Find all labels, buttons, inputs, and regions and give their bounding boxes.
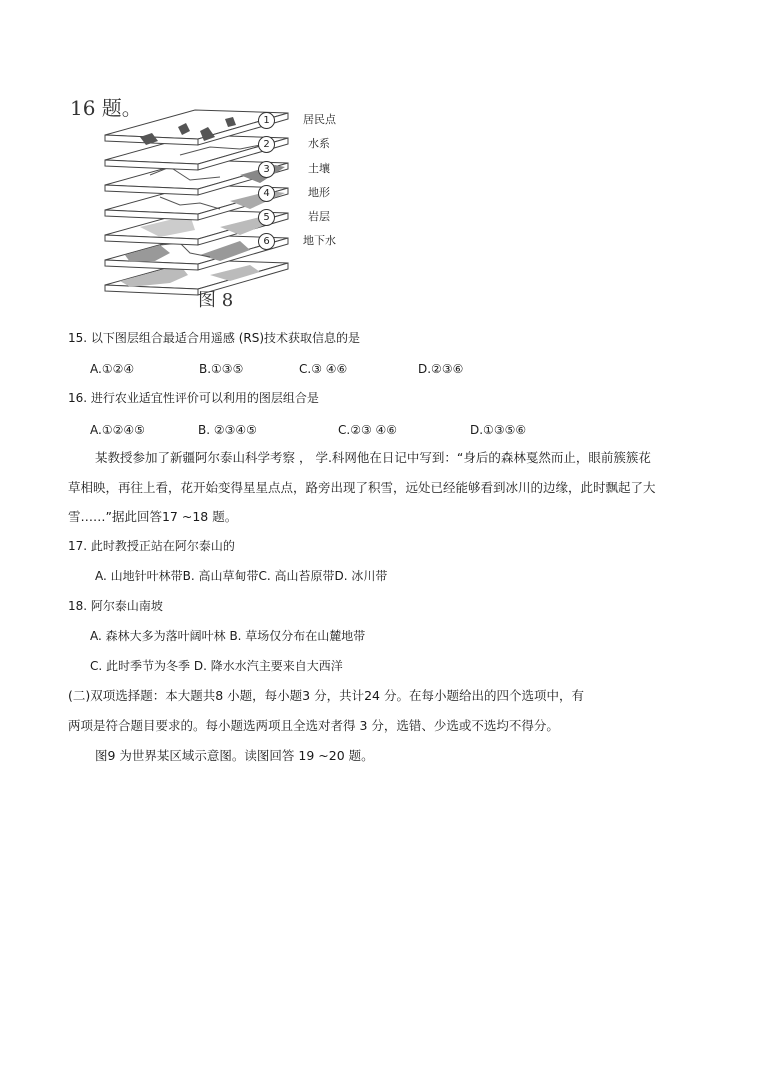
layer-label-settlements: 居民点 bbox=[303, 113, 336, 126]
figure-9-intro: 图9 为世界某区域示意图。读图回答 19 ~20 题。 bbox=[95, 748, 374, 763]
layer-label-terrain: 地形 bbox=[308, 186, 330, 199]
question-18-options-line-2: C. 此时季节为冬季 D. 降水水汽主要来自大西洋 bbox=[90, 659, 343, 673]
question-16-option-d: D.①③⑤⑥ bbox=[470, 423, 527, 437]
question-16-stem: 16. 进行农业适宜性评价可以利用的图层组合是 bbox=[68, 391, 319, 405]
question-16-option-c: C.②③ ④⑥ bbox=[338, 423, 398, 437]
layer-number-6: 6 bbox=[258, 233, 275, 250]
figure-8-caption: 图 8 bbox=[198, 290, 234, 311]
question-17-options: A. 山地针叶林带B. 高山草甸带C. 高山苔原带D. 冰川带 bbox=[95, 569, 388, 583]
layer-label-groundwater: 地下水 bbox=[303, 234, 336, 247]
question-15-option-b: B.①③⑤ bbox=[199, 362, 244, 376]
question-18-stem: 18. 阿尔泰山南坡 bbox=[68, 599, 163, 613]
question-17-stem: 17. 此时教授正站在阿尔泰山的 bbox=[68, 539, 235, 553]
gis-layers-figure bbox=[100, 105, 360, 315]
question-16-option-b: B. ②③④⑤ bbox=[198, 423, 257, 437]
question-15-option-a: A.①②④ bbox=[90, 362, 135, 376]
passage-line-2: 草相映，再往上看，花开始变得星星点点，路旁出现了积雪，远处已经能够看到冰川的边缘，此时飘起了大 bbox=[68, 480, 656, 495]
layer-number-4: 4 bbox=[258, 185, 275, 202]
question-18-options-line-1: A. 森林大多为落叶阔叶林 B. 草场仅分布在山麓地带 bbox=[90, 629, 366, 643]
question-15-option-c: C.③ ④⑥ bbox=[299, 362, 348, 376]
passage-line-1: 某教授参加了新疆阿尔泰山科学考察 ， 学.科网他在日记中写到：“身后的森林戛然而止，眼前簇簇花 bbox=[95, 450, 651, 465]
section-2-instructions-line-2: 两项是符合题目要求的。每小题选两项且全选对者得 3 分，选错、少选或不选均不得分。 bbox=[68, 718, 559, 733]
layer-label-water: 水系 bbox=[308, 137, 330, 150]
passage-line-3: 雪……”据此回答17 ~18 题。 bbox=[68, 509, 238, 524]
question-16-option-a: A.①②④⑤ bbox=[90, 423, 145, 437]
layer-number-1: 1 bbox=[258, 112, 275, 129]
question-15-stem: 15. 以下图层组合最适合用遥感 (RS)技术获取信息的是 bbox=[68, 331, 361, 345]
section-2-instructions-line-1: (二)双项选择题：本大题共8 小题，每小题3 分，共计24 分。在每小题给出的四个选项中，有 bbox=[68, 688, 584, 703]
layer-label-soil: 土壤 bbox=[308, 162, 330, 175]
question-15-option-d: D.②③⑥ bbox=[418, 362, 464, 376]
layer-number-5: 5 bbox=[258, 209, 275, 226]
layer-label-rock: 岩层 bbox=[308, 210, 330, 223]
layer-number-2: 2 bbox=[258, 136, 275, 153]
question-16-fragment: 16 题。 bbox=[70, 96, 142, 120]
layer-number-3: 3 bbox=[258, 161, 275, 178]
